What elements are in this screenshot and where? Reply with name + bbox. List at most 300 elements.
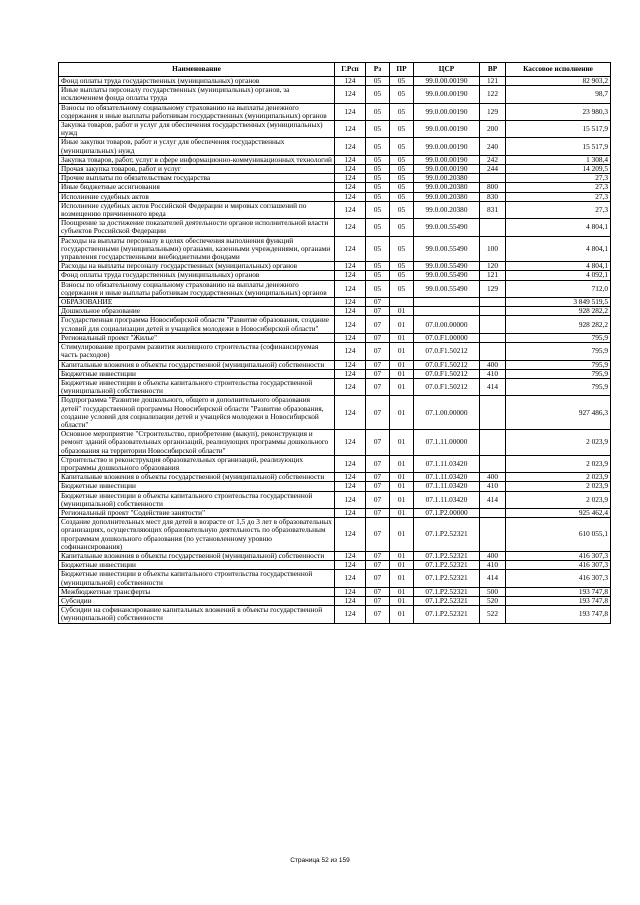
row-csr: 99.0.00.00190: [414, 103, 480, 120]
row-csr: [414, 298, 480, 307]
row-vr: 244: [480, 165, 506, 174]
row-grbs: 124: [335, 570, 366, 587]
row-pr: 01: [390, 396, 414, 430]
row-vr: [480, 298, 506, 307]
row-pr: 05: [390, 86, 414, 103]
row-rz: 07: [366, 551, 390, 560]
row-csr: 07.0.00.00000: [414, 316, 480, 333]
table-row: [59, 491, 611, 508]
row-rz: 07: [366, 596, 390, 605]
row-name: Бюджетные инвестиции в объекты капитального строительства государственной (муниципальной) собственности: [59, 491, 335, 508]
row-amount: 2 023,9: [506, 491, 611, 508]
row-name: Субсидии: [59, 596, 335, 605]
row-name: Расходы на выплаты персоналу в целях обеспечения выполнения функций государственными (муниципальными) органами, казенными учреждениями, органами управления государственными внебюджетными фондами: [59, 236, 335, 262]
table-body: [59, 77, 611, 624]
table-row: [59, 561, 611, 570]
row-grbs: 124: [335, 77, 366, 86]
row-grbs: 124: [335, 86, 366, 103]
row-amount: 23 980,3: [506, 103, 611, 120]
table-row: [59, 455, 611, 472]
row-csr: 07.0.F1.00000: [414, 333, 480, 342]
row-csr: 07.1.P2.00000: [414, 508, 480, 517]
row-csr: 07.1.11.03420: [414, 482, 480, 491]
row-grbs: 124: [335, 192, 366, 201]
budget-table: [58, 62, 611, 624]
row-grbs: 124: [335, 561, 366, 570]
row-amount: 416 307,3: [506, 570, 611, 587]
row-rz: 07: [366, 561, 390, 570]
table-row: [59, 396, 611, 430]
row-name: Прочие выплаты по обязательствам государства: [59, 174, 335, 183]
row-csr: 99.0.00.00190: [414, 165, 480, 174]
row-rz: 07: [366, 587, 390, 596]
row-amount: 15 517,9: [506, 121, 611, 138]
row-pr: [390, 298, 414, 307]
row-grbs: 124: [335, 219, 366, 236]
row-name: Иные выплаты персоналу государственных (муниципальных) органов, за исключением фонда оплаты труда: [59, 86, 335, 103]
row-name: Капитальные вложения в объекты государственной (муниципальной) собственности: [59, 360, 335, 369]
row-pr: 01: [390, 369, 414, 378]
row-amount: 928 282,2: [506, 307, 611, 316]
row-vr: 129: [480, 280, 506, 297]
table-row: [59, 482, 611, 491]
row-name: Капитальные вложения в объекты государственной (муниципальной) собственности: [59, 473, 335, 482]
row-amount: 795,9: [506, 333, 611, 342]
row-pr: 01: [390, 570, 414, 587]
row-amount: 193 747,8: [506, 596, 611, 605]
row-name: Иные бюджетные ассигнования: [59, 183, 335, 192]
row-name: Взносы по обязательному социальному страхованию на выплаты денежного содержания и иные выплаты работникам государственных (муниципальных) органов: [59, 280, 335, 297]
row-rz: 05: [366, 174, 390, 183]
row-name: Основное мероприятие "Строительство, приобретение (выкуп), реконструкция и ремонт зданий образовательных организаций, реализующих программы дошкольного образования на территории Новосибирской области": [59, 430, 335, 456]
row-pr: 05: [390, 219, 414, 236]
row-pr: 05: [390, 155, 414, 164]
row-pr: 01: [390, 518, 414, 552]
table-row: [59, 378, 611, 395]
row-rz: 07: [366, 482, 390, 491]
table-header-row: [59, 63, 611, 77]
row-pr: 05: [390, 280, 414, 297]
row-rz: 07: [366, 491, 390, 508]
row-vr: [480, 455, 506, 472]
row-rz: 07: [366, 396, 390, 430]
row-vr: 240: [480, 138, 506, 155]
row-csr: 99.0.00.00190: [414, 121, 480, 138]
row-vr: [480, 396, 506, 430]
row-pr: 05: [390, 77, 414, 86]
table-row: [59, 280, 611, 297]
table-row: [59, 77, 611, 86]
row-csr: 07.0.F1.50212: [414, 343, 480, 360]
row-pr: 05: [390, 192, 414, 201]
row-rz: 05: [366, 103, 390, 120]
row-amount: 82 903,2: [506, 77, 611, 86]
table-row: [59, 316, 611, 333]
row-rz: 05: [366, 183, 390, 192]
row-pr: 01: [390, 473, 414, 482]
row-amount: 193 747,8: [506, 606, 611, 623]
row-grbs: 124: [335, 333, 366, 342]
header-vr: ВР: [480, 63, 506, 77]
row-vr: 121: [480, 271, 506, 280]
row-pr: 05: [390, 262, 414, 271]
row-pr: 01: [390, 596, 414, 605]
row-amount: 2 023,9: [506, 482, 611, 491]
row-vr: 414: [480, 491, 506, 508]
row-name: Бюджетные инвестиции: [59, 482, 335, 491]
row-name: Государственная программа Новосибирской области "Развитие образования, создание условий для социализации детей и учащейся молодежи в Новосибирской области": [59, 316, 335, 333]
row-csr: 07.0.F1.50212: [414, 378, 480, 395]
row-amount: 27,3: [506, 192, 611, 201]
row-grbs: 124: [335, 155, 366, 164]
row-name: Бюджетные инвестиции: [59, 561, 335, 570]
row-grbs: 124: [335, 236, 366, 262]
row-vr: 242: [480, 155, 506, 164]
table-row: [59, 86, 611, 103]
row-csr: 99.0.00.00190: [414, 155, 480, 164]
table-row: [59, 360, 611, 369]
row-rz: 05: [366, 155, 390, 164]
row-rz: 05: [366, 280, 390, 297]
row-pr: 01: [390, 561, 414, 570]
row-pr: 01: [390, 551, 414, 560]
row-csr: 99.0.00.20380: [414, 201, 480, 218]
row-name: Поощрение за достижение показателей деятельности органов исполнительной власти субъектов Российской Федерации: [59, 219, 335, 236]
row-grbs: 124: [335, 201, 366, 218]
table-row: [59, 369, 611, 378]
row-grbs: 124: [335, 430, 366, 456]
row-pr: 05: [390, 165, 414, 174]
row-vr: 400: [480, 473, 506, 482]
row-name: ОБРАЗОВАНИЕ: [59, 298, 335, 307]
table-row: [59, 430, 611, 456]
row-name: Строительство и реконструкция образовательных организаций, реализующих программы дошкольного образования: [59, 455, 335, 472]
row-name: Капитальные вложения в объекты государственной (муниципальной) собственности: [59, 551, 335, 560]
row-name: Фонд оплаты труда государственных (муниципальных) органов: [59, 77, 335, 86]
row-csr: 99.0.00.55490: [414, 280, 480, 297]
table-row: [59, 271, 611, 280]
row-csr: 07.1.P2.52321: [414, 551, 480, 560]
row-rz: 05: [366, 271, 390, 280]
row-name: Взносы по обязательному социальному страхованию на выплаты денежного содержания и иные выплаты работникам государственных (муниципальных) органов: [59, 103, 335, 120]
row-rz: 07: [366, 570, 390, 587]
table-row: [59, 508, 611, 517]
row-csr: 99.0.00.55490: [414, 262, 480, 271]
row-amount: 610 055,1: [506, 518, 611, 552]
row-name: Дошкольное образование: [59, 307, 335, 316]
row-name: Бюджетные инвестиции в объекты капитального строительства государственной (муниципальной) собственности: [59, 570, 335, 587]
row-pr: 05: [390, 271, 414, 280]
row-vr: [480, 333, 506, 342]
row-vr: [480, 430, 506, 456]
row-vr: [480, 508, 506, 517]
row-pr: 01: [390, 606, 414, 623]
table-row: [59, 307, 611, 316]
row-grbs: 124: [335, 271, 366, 280]
row-vr: 121: [480, 77, 506, 86]
row-csr: 07.1.P2.52321: [414, 570, 480, 587]
row-grbs: 124: [335, 360, 366, 369]
row-amount: 925 462,4: [506, 508, 611, 517]
row-rz: 05: [366, 138, 390, 155]
row-vr: 200: [480, 121, 506, 138]
row-grbs: 124: [335, 103, 366, 120]
row-vr: 520: [480, 596, 506, 605]
row-grbs: 124: [335, 307, 366, 316]
row-grbs: 124: [335, 298, 366, 307]
row-pr: 05: [390, 236, 414, 262]
row-csr: 07.1.11.00000: [414, 430, 480, 456]
row-rz: 05: [366, 121, 390, 138]
row-amount: 27,3: [506, 183, 611, 192]
row-csr: 99.0.00.55490: [414, 236, 480, 262]
row-rz: 05: [366, 165, 390, 174]
row-csr: 07.1.P2.52321: [414, 587, 480, 596]
row-csr: 99.0.00.00190: [414, 86, 480, 103]
row-name: Закупка товаров, работ, услуг в сфере информационно-коммуникационных технологий: [59, 155, 335, 164]
row-vr: 500: [480, 587, 506, 596]
row-vr: 410: [480, 482, 506, 491]
row-name: Подпрограмма "Развитие дошкольного, общего и дополнительного образования детей" государственной программы Новосибирской области "Развитие образования, создание условий для социализации детей и учащейся молодежи в Новосибирской области": [59, 396, 335, 430]
table-row: [59, 236, 611, 262]
row-vr: 831: [480, 201, 506, 218]
row-name: Межбюджетные трансферты: [59, 587, 335, 596]
row-vr: [480, 219, 506, 236]
row-amount: 2 023,9: [506, 455, 611, 472]
row-grbs: 124: [335, 369, 366, 378]
header-grbs: Г.Рсп: [335, 63, 366, 77]
row-pr: 05: [390, 183, 414, 192]
row-rz: 05: [366, 236, 390, 262]
row-pr: 01: [390, 343, 414, 360]
row-rz: 07: [366, 298, 390, 307]
row-rz: 05: [366, 201, 390, 218]
table-row: [59, 155, 611, 164]
row-amount: 1 308,4: [506, 155, 611, 164]
row-rz: 05: [366, 262, 390, 271]
row-grbs: 124: [335, 491, 366, 508]
row-pr: 01: [390, 508, 414, 517]
row-pr: 01: [390, 455, 414, 472]
row-amount: 712,0: [506, 280, 611, 297]
row-amount: 2 023,9: [506, 473, 611, 482]
row-pr: 01: [390, 333, 414, 342]
row-vr: 410: [480, 369, 506, 378]
row-grbs: 124: [335, 473, 366, 482]
row-name: Расходы на выплаты персоналу государственных (муниципальных) органов: [59, 262, 335, 271]
table-row: [59, 570, 611, 587]
row-grbs: 124: [335, 587, 366, 596]
row-grbs: 124: [335, 280, 366, 297]
row-pr: 05: [390, 103, 414, 120]
row-rz: 07: [366, 508, 390, 517]
row-grbs: 124: [335, 396, 366, 430]
row-pr: 05: [390, 121, 414, 138]
row-rz: 05: [366, 219, 390, 236]
row-rz: 07: [366, 307, 390, 316]
row-vr: [480, 518, 506, 552]
row-amount: 416 307,3: [506, 561, 611, 570]
row-pr: 05: [390, 174, 414, 183]
row-vr: 122: [480, 86, 506, 103]
row-csr: 99.0.00.20380: [414, 174, 480, 183]
row-csr: [414, 307, 480, 316]
row-amount: 795,9: [506, 378, 611, 395]
row-rz: 07: [366, 606, 390, 623]
header-name: Наименование: [59, 63, 335, 77]
table-row: [59, 551, 611, 560]
row-amount: 14 209,5: [506, 165, 611, 174]
row-grbs: 124: [335, 165, 366, 174]
row-pr: 01: [390, 378, 414, 395]
table-row: [59, 473, 611, 482]
row-amount: 27,3: [506, 201, 611, 218]
row-name: Создание дополнительных мест для детей в возрасте от 1,5 до 3 лет в образовательных организациях, осуществляющих образовательную деятельность по образовательным программам дошкольного образования (по установленному уровню софинансирования): [59, 518, 335, 552]
row-csr: 99.0.00.00190: [414, 138, 480, 155]
row-vr: 400: [480, 551, 506, 560]
row-pr: 05: [390, 201, 414, 218]
row-csr: 07.1.11.03420: [414, 455, 480, 472]
row-amount: 98,7: [506, 86, 611, 103]
table-row: [59, 165, 611, 174]
row-amount: 4 804,1: [506, 219, 611, 236]
row-rz: 07: [366, 378, 390, 395]
row-csr: 07.1.11.03420: [414, 473, 480, 482]
row-csr: 07.1.P2.52321: [414, 596, 480, 605]
header-pr: ПР: [390, 63, 414, 77]
row-csr: 07.1.P2.52321: [414, 518, 480, 552]
row-amount: 3 849 519,5: [506, 298, 611, 307]
row-grbs: 124: [335, 262, 366, 271]
row-grbs: 124: [335, 174, 366, 183]
row-amount: 4 092,1: [506, 271, 611, 280]
row-name: Прочая закупка товаров, работ и услуг: [59, 165, 335, 174]
row-grbs: 124: [335, 343, 366, 360]
row-grbs: 124: [335, 138, 366, 155]
table-row: [59, 518, 611, 552]
header-rz: Рз: [366, 63, 390, 77]
row-amount: 15 517,9: [506, 138, 611, 155]
row-vr: 129: [480, 103, 506, 120]
row-name: Фонд оплаты труда государственных (муниципальных) органов: [59, 271, 335, 280]
table-row: [59, 192, 611, 201]
row-csr: 99.0.00.55490: [414, 271, 480, 280]
row-rz: 07: [366, 333, 390, 342]
header-cash-execution: Кассовое исполнение: [506, 63, 611, 77]
row-pr: 01: [390, 491, 414, 508]
row-grbs: 124: [335, 378, 366, 395]
row-name: Стимулирование программ развития жилищного строительства (софинансируемая часть расходов): [59, 343, 335, 360]
row-name: Бюджетные инвестиции: [59, 369, 335, 378]
row-amount: 795,9: [506, 360, 611, 369]
row-pr: 01: [390, 587, 414, 596]
row-rz: 05: [366, 77, 390, 86]
row-vr: 414: [480, 570, 506, 587]
row-grbs: 124: [335, 183, 366, 192]
row-csr: 07.1.P2.52321: [414, 606, 480, 623]
row-name: Исполнение судебных актов Российской Федерации и мировых соглашений по возмещению причиненного вреда: [59, 201, 335, 218]
row-name: Бюджетные инвестиции в объекты капитального строительства государственной (муниципальной) собственности: [59, 378, 335, 395]
row-vr: [480, 307, 506, 316]
row-amount: 928 282,2: [506, 316, 611, 333]
row-grbs: 124: [335, 455, 366, 472]
table-row: [59, 219, 611, 236]
row-rz: 07: [366, 316, 390, 333]
row-grbs: 124: [335, 508, 366, 517]
row-csr: 99.0.00.55490: [414, 219, 480, 236]
row-pr: 05: [390, 138, 414, 155]
row-rz: 07: [366, 455, 390, 472]
row-rz: 07: [366, 518, 390, 552]
budget-sheet: [58, 62, 610, 624]
table-row: [59, 298, 611, 307]
row-pr: 01: [390, 360, 414, 369]
row-amount: 416 307,3: [506, 551, 611, 560]
row-vr: 410: [480, 561, 506, 570]
table-row: [59, 343, 611, 360]
row-vr: 800: [480, 183, 506, 192]
row-amount: 2 023,9: [506, 430, 611, 456]
row-rz: 05: [366, 192, 390, 201]
row-vr: 830: [480, 192, 506, 201]
table-row: [59, 587, 611, 596]
row-csr: 99.0.00.00190: [414, 77, 480, 86]
row-rz: 07: [366, 343, 390, 360]
row-vr: [480, 316, 506, 333]
table-row: [59, 262, 611, 271]
row-pr: 01: [390, 316, 414, 333]
row-vr: 120: [480, 262, 506, 271]
row-pr: 01: [390, 430, 414, 456]
row-csr: 07.1.11.03420: [414, 491, 480, 508]
table-row: [59, 606, 611, 623]
table-row: [59, 596, 611, 605]
row-name: Субсидии на софинансирование капитальных вложений в объекты государственной (муниципальной) собственности: [59, 606, 335, 623]
table-row: [59, 138, 611, 155]
row-amount: 927 486,3: [506, 396, 611, 430]
row-amount: 795,9: [506, 343, 611, 360]
row-rz: 07: [366, 473, 390, 482]
row-vr: 400: [480, 360, 506, 369]
row-grbs: 124: [335, 316, 366, 333]
row-pr: 01: [390, 482, 414, 491]
row-csr: 99.0.00.20380: [414, 183, 480, 192]
row-amount: 4 804,1: [506, 236, 611, 262]
row-grbs: 124: [335, 606, 366, 623]
row-name: Исполнение судебных актов: [59, 192, 335, 201]
header-csr: ЦСР: [414, 63, 480, 77]
row-csr: 07.0.F1.50212: [414, 369, 480, 378]
table-row: [59, 121, 611, 138]
row-grbs: 124: [335, 121, 366, 138]
row-amount: 27,3: [506, 174, 611, 183]
row-grbs: 124: [335, 518, 366, 552]
table-row: [59, 333, 611, 342]
row-csr: 99.0.00.20380: [414, 192, 480, 201]
row-amount: 4 804,1: [506, 262, 611, 271]
row-rz: 07: [366, 369, 390, 378]
row-name: Закупка товаров, работ и услуг для обеспечения государственных (муниципальных) нужд: [59, 121, 335, 138]
table-row: [59, 201, 611, 218]
row-name: Региональный проект "Содействие занятости": [59, 508, 335, 517]
row-amount: 795,9: [506, 369, 611, 378]
row-amount: 193 747,8: [506, 587, 611, 596]
row-csr: 07.1.P2.52321: [414, 561, 480, 570]
row-rz: 07: [366, 360, 390, 369]
page-number: Страница 52 из 159: [290, 857, 350, 864]
row-rz: 05: [366, 86, 390, 103]
row-name: Региональный проект "Жилье": [59, 333, 335, 342]
